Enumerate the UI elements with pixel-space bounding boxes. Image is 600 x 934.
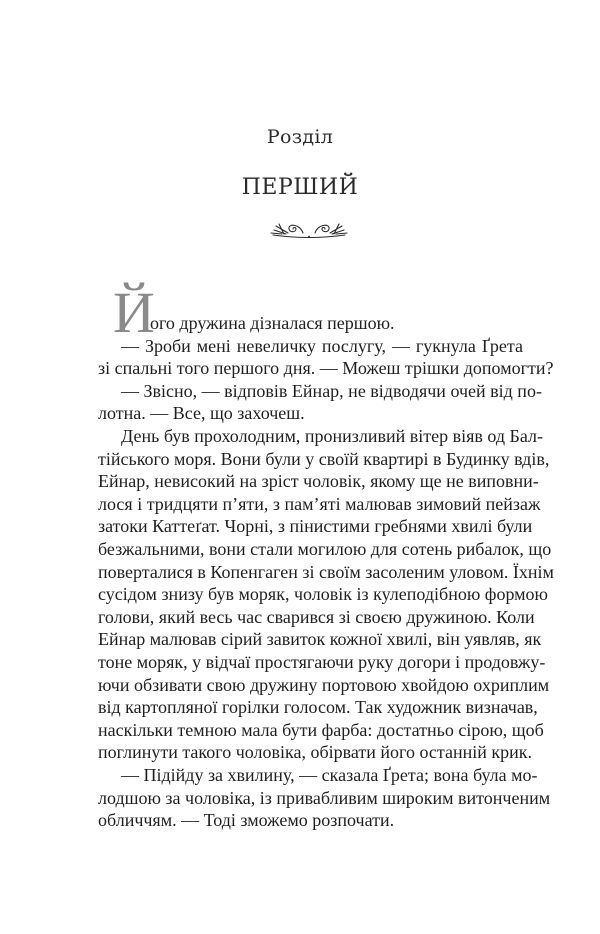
- text-line: лодшою за чоловіка, із привабливим широким витонченим: [98, 787, 551, 808]
- text-line: поглинути такого чоловіка, обірвати його останній крик.: [98, 742, 532, 763]
- text-line: ючи обзивати свою дружину портовою хвойдою охриплим: [98, 674, 550, 695]
- text-line: Ейнар малював сірий завиток кожної хвилі, він уявляв, як: [98, 629, 542, 650]
- text-line: — Підійду за хвилину, — сказала Ґрета; вона була мо-: [121, 765, 538, 785]
- text-line: зі спальні того першого дня. — Можеш трішки допомогти?: [98, 358, 554, 379]
- drop-cap: Й: [113, 280, 155, 345]
- text-line: від картопляної горілки голосом. Так художник визначав,: [98, 697, 538, 718]
- text-line: затоки Каттеґат. Чорні, з пінистими гребнями хвилі були: [98, 516, 533, 537]
- text-line: наскільки темною мала бути фарба: достатньо сірою, щоб: [98, 719, 544, 740]
- swirl-flourish-ornament-icon: [268, 219, 350, 241]
- chapter-label: Розділ: [266, 126, 334, 148]
- text-line: тійського моря. Вони були у своїй квартирі в Будинку вдів,: [98, 448, 550, 469]
- text-line: — Зроби мені невеличку послугу, — гукнула Ґрета: [121, 335, 523, 356]
- text-line: сусідом знизу був моряк, чоловік із кулеподібною формою: [98, 584, 549, 605]
- chapter-title: ПЕРШИЙ: [241, 175, 359, 200]
- text-line: лотна. — Все, що захочеш.: [98, 403, 305, 424]
- text-line: тоне моряк, у відчаї простягаючи руку догори і продовжу-: [98, 652, 546, 672]
- text-line: обличчям. — Тоді зможемо розпочати.: [98, 810, 395, 831]
- text-line: поверталися в Копенгаген зі своїм засоленим уловом. Їхнім: [98, 561, 554, 582]
- text-line: Ейнар, невисокий на зріст чоловік, якому ще не виповни-: [98, 471, 539, 492]
- text-line: ого дружина дізналася першою.: [150, 313, 395, 333]
- text-line: лося і тридцяти п’яти, з пам’яті малював зимовий пейзаж: [98, 493, 541, 514]
- text-line: голови, який весь час сварився зі своєю дружиною. Коли: [98, 606, 535, 627]
- text-line: — Звісно, — відповів Ейнар, не відводячи очей від по-: [121, 380, 542, 401]
- text-line: безжальними, вони стали могилою для сотень рибалок, що: [98, 539, 552, 559]
- text-line: День був прохолодним, пронизливий вітер віяв од Бал-: [121, 426, 543, 446]
